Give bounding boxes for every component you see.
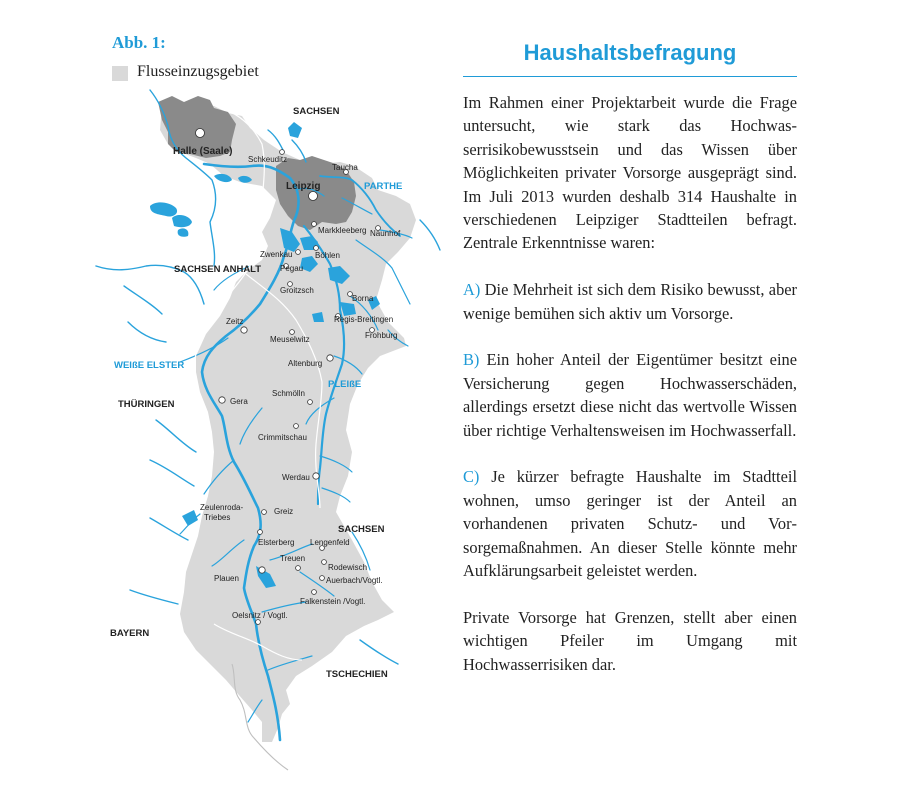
city-marker xyxy=(327,355,333,361)
region-label-sachsen-anhalt: SACHSEN ANHALT xyxy=(174,264,262,275)
city-marker xyxy=(259,567,265,573)
city-label-altenburg: Altenburg xyxy=(288,359,323,368)
region-label-sachsen-south: SACHSEN xyxy=(338,524,385,535)
article-body xyxy=(463,91,797,699)
lake xyxy=(178,228,189,236)
city-marker xyxy=(196,129,205,138)
city-label-pegau: Pegau xyxy=(280,264,304,273)
city-label-boehlen: Böhlen xyxy=(315,251,340,260)
river-label-weisse-elster: WEIßE ELSTER xyxy=(114,360,185,371)
region-label-bayern: BAYERN xyxy=(110,628,150,639)
region-label-sachsen-north: SACHSEN xyxy=(293,106,340,117)
title-divider xyxy=(463,76,797,77)
city-label-elsterberg: Elsterberg xyxy=(258,538,295,547)
finding-a xyxy=(463,278,797,325)
city-marker xyxy=(308,400,313,405)
city-label-treuen: Treuen xyxy=(280,554,306,563)
intro-paragraph: Im Rahmen einer Projektarbeit wurde die Frage untersucht, wie stark das Hochwasserrisikobewusstsein und das Wissen über Möglichkeiten privater Vorsorge ausgeprägt sind. Im Juli 2013 wurden deshalb 314 Haushalte in verschiedenen Leipziger Stadtteilen befragt. Zentrale Erkenntnisse waren: xyxy=(463,93,797,253)
finding-text: Je kürzer befragte Haushalte im Stadtteil wohnen, umso geringer ist der Anteil an vorhandenen privaten Schutz- und Vorsorgemaßnahmen. An dieser Stelle könnte mehr Aufklärungsarbeit geleistet werden. xyxy=(463,467,797,581)
city-label-crimmitschau: Crimmitschau xyxy=(258,433,307,442)
city-marker xyxy=(256,620,261,625)
city-label-schmoelln: Schmölln xyxy=(272,389,305,398)
lake xyxy=(288,122,302,138)
city-label-werdau: Werdau xyxy=(282,473,310,482)
city-label-taucha: Taucha xyxy=(332,163,358,172)
city-marker xyxy=(313,473,319,479)
city-label-zeulenroda: Zeulenroda-Triebes xyxy=(200,503,244,522)
river-label-pleisse: PLEIßE xyxy=(328,379,362,390)
region-label-tschechien: TSCHECHIEN xyxy=(326,669,388,680)
city-marker xyxy=(296,566,301,571)
city-label-frohburg: Frohburg xyxy=(365,331,398,340)
city-marker xyxy=(312,222,317,227)
city-label-meuselwitz: Meuselwitz xyxy=(270,335,310,344)
finding-b xyxy=(463,348,797,442)
city-marker xyxy=(309,192,318,201)
finding-text: Ein hoher Anteil der Eigentümer besitzt eine Versicherung gegen Hochwasserschäden, allerdings ersetzt diese nicht das wertvolle Wissen über richtige Verhaltensweisen im Hochwasserfall. xyxy=(463,350,797,440)
city-marker xyxy=(294,424,299,429)
city-label-auerbach: Auerbach/Vogtl. xyxy=(326,576,383,585)
city-marker xyxy=(258,530,263,535)
city-label-gera: Gera xyxy=(230,397,248,406)
city-label-zeitz: Zeitz xyxy=(226,317,244,326)
city-label-zwenkau: Zwenkau xyxy=(260,250,293,259)
city-marker xyxy=(280,150,285,155)
legend-swatch-catchment xyxy=(112,66,128,81)
closing-paragraph: Private Vorsorge hat Grenzen, stellt aber einen wichtigen Pfeiler im Umgang mit Hochwasserrisiken dar. xyxy=(463,607,797,674)
region-label-thueringen: THÜRINGEN xyxy=(118,399,175,410)
city-marker xyxy=(322,560,327,565)
river-label-parthe: PARTHE xyxy=(364,181,403,192)
city-marker xyxy=(296,250,301,255)
city-label-borna: Borna xyxy=(352,294,374,303)
city-marker xyxy=(290,330,295,335)
city-label-plauen: Plauen xyxy=(214,574,239,583)
city-label-regis-breitingen: Regis-Breitingen xyxy=(334,315,394,324)
lake xyxy=(172,215,192,227)
city-label-markkleeberg: Markkleeberg xyxy=(318,226,367,235)
city-label-lengenfeld: Lengenfeld xyxy=(310,538,350,547)
city-label-halle: Halle (Saale) xyxy=(173,146,233,157)
city-label-naunhof: Naunhof xyxy=(370,229,401,238)
city-label-leipzig: Leipzig xyxy=(286,181,321,192)
figure-label: Abb. 1: xyxy=(112,33,166,52)
city-marker xyxy=(314,246,319,251)
finding-marker: A) xyxy=(463,280,481,300)
city-marker xyxy=(312,590,317,595)
city-label-falkenstein: Falkenstein /Vogtl. xyxy=(300,597,366,606)
city-marker xyxy=(219,397,225,403)
finding-c xyxy=(463,465,797,582)
finding-marker: C) xyxy=(463,467,480,487)
city-label-rodewisch: Rodewisch xyxy=(328,563,368,572)
city-marker xyxy=(320,576,325,581)
city-label-oelsnitz: Oelsnitz / Vogtl. xyxy=(232,611,288,620)
finding-text: Die Mehrheit ist sich dem Risiko bewusst, aber wenige bemühen sich aktiv um Vorsorge. xyxy=(463,280,797,323)
article-title: Haushaltsbefragung xyxy=(523,40,737,65)
city-label-groitzsch: Groitzsch xyxy=(280,286,314,295)
city-label-greiz: Greiz xyxy=(274,507,294,516)
lake xyxy=(150,202,177,216)
finding-marker: B) xyxy=(463,350,480,370)
city-marker xyxy=(241,327,247,333)
city-label-schkeuditz: Schkeuditz xyxy=(248,155,288,164)
city-marker xyxy=(262,510,267,515)
legend-label: Flusseinzugsgebiet xyxy=(137,63,259,80)
